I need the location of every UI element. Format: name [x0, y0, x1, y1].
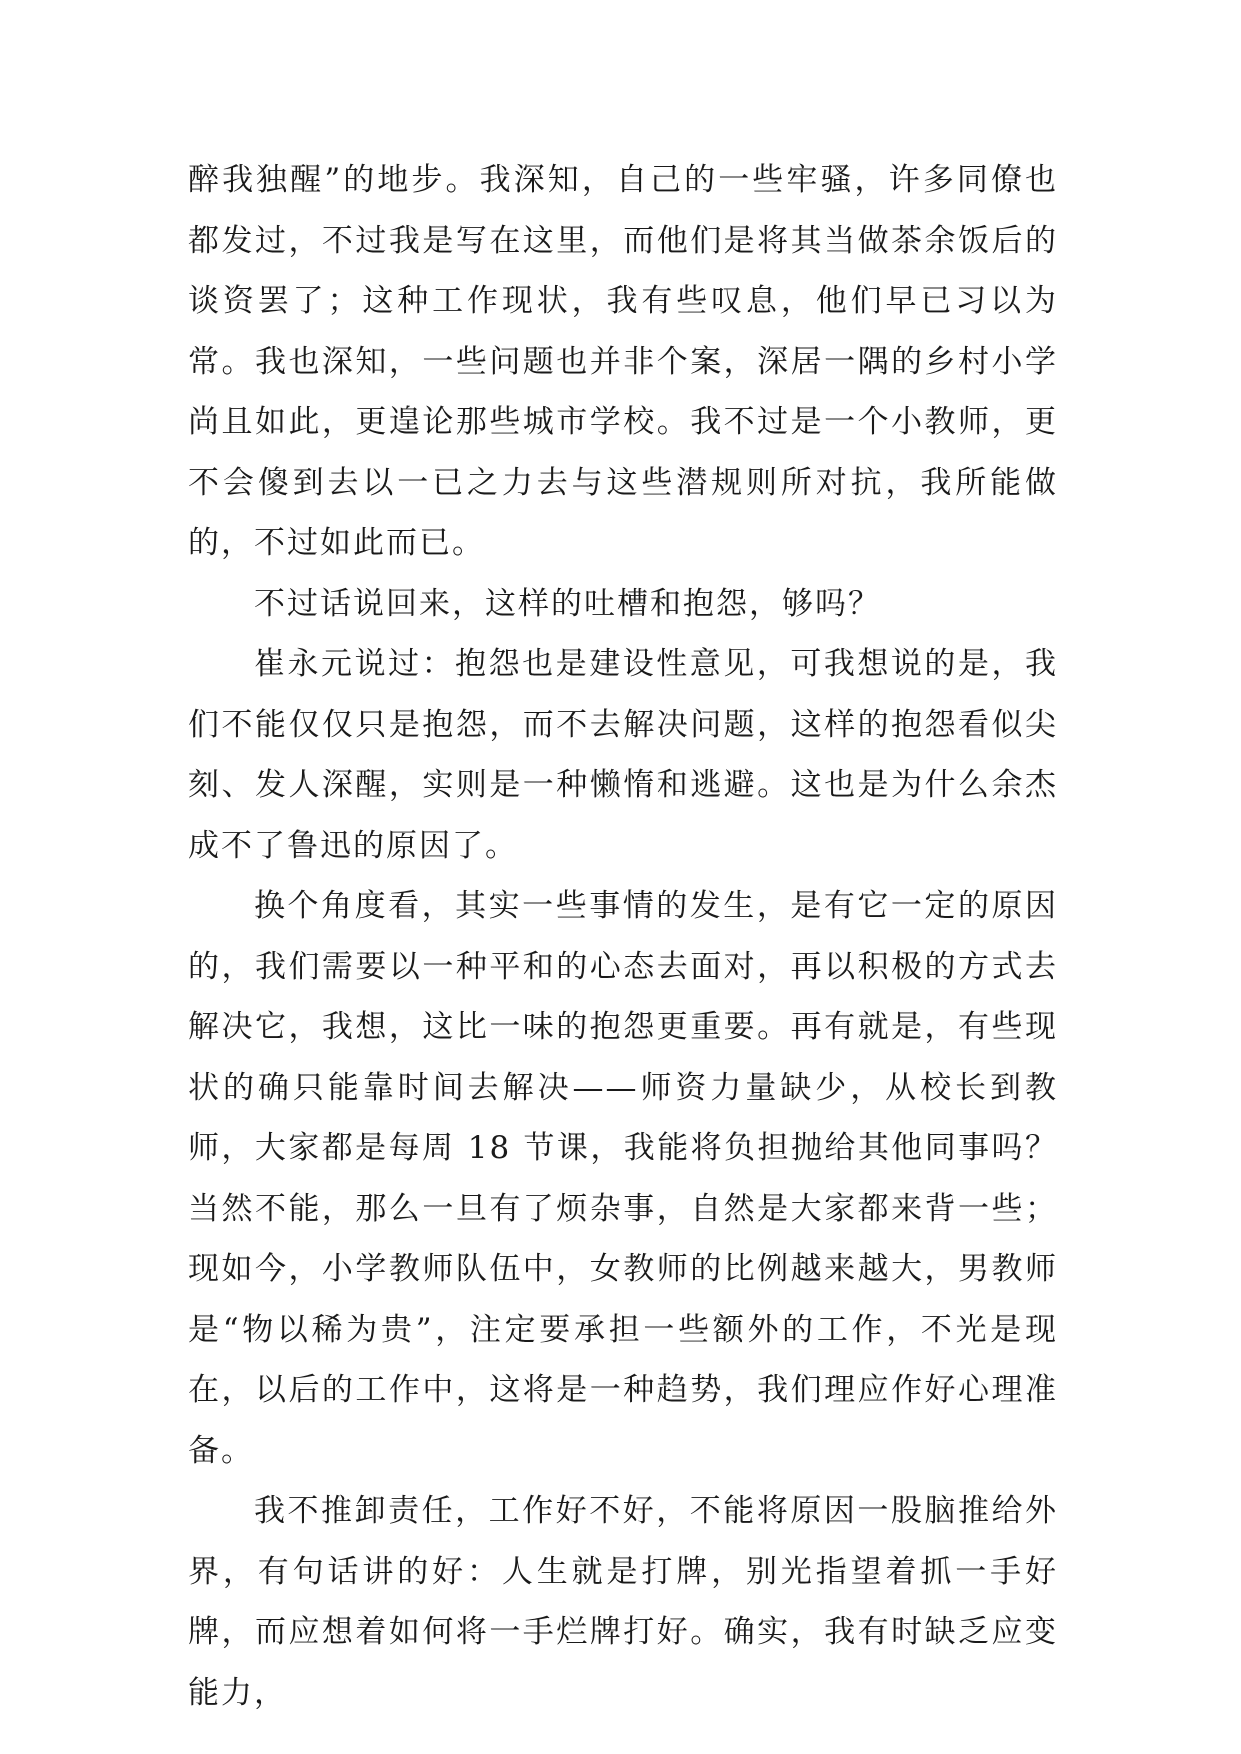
document-body	[188, 150, 1058, 1723]
paragraph-cui-yongyuan: 崔永元说过：抱怨也是建设性意见，可我想说的是，我们不能仅仅只是抱怨，而不去解决问题，这样的抱怨看似尖刻、发人深醒，实则是一种懒惰和逃避。这也是为什么余杰成不了鲁迅的原因了。	[188, 646, 1058, 864]
paragraph-responsibility: 我不推卸责任，工作好不好，不能将原因一股脑推给外界，有句话讲的好：人生就是打牌，别光指望着抓一手好牌，而应想着如何将一手烂牌打好。确实，我有时缺乏应变能力，	[188, 1493, 1058, 1711]
paragraph-continued: 醉我独醒”的地步。我深知，自己的一些牢骚，许多同僚也都发过，不过我是写在这里，而他们是将其当做茶余饭后的谈资罢了；这种工作现状，我有些叹息，他们早已习以为常。我也深知，一些问题也并非个案，深居一隅的乡村小学尚且如此，更遑论那些城市学校。我不过是一个小教师，更不会傻到去以一已之力去与这些潜规则所对抗，我所能做的，不过如此而已。	[188, 162, 1058, 561]
paragraph-question: 不过话说回来，这样的吐槽和抱怨，够吗？	[254, 585, 881, 622]
paragraph-another-angle: 换个角度看，其实一些事情的发生，是有它一定的原因的，我们需要以一种平和的心态去面对，再以积极的方式去解决它，我想，这比一味的抱怨更重要。再有就是，有些现状的确只能靠时间去解决——师资力量缺少，从校长到教师，大家都是每周 18 节课，我能将负担抛给其他同事吗？当然不能，那么一旦有了烦杂事，自然是大家都来背一些；现如今，小学教师队伍中，女教师的比例越来越大，男教师是“物以稀为贵”，注定要承担一些额外的工作，不光是现在，以后的工作中，这将是一种趋势，我们理应作好心理准备。	[188, 888, 1058, 1469]
